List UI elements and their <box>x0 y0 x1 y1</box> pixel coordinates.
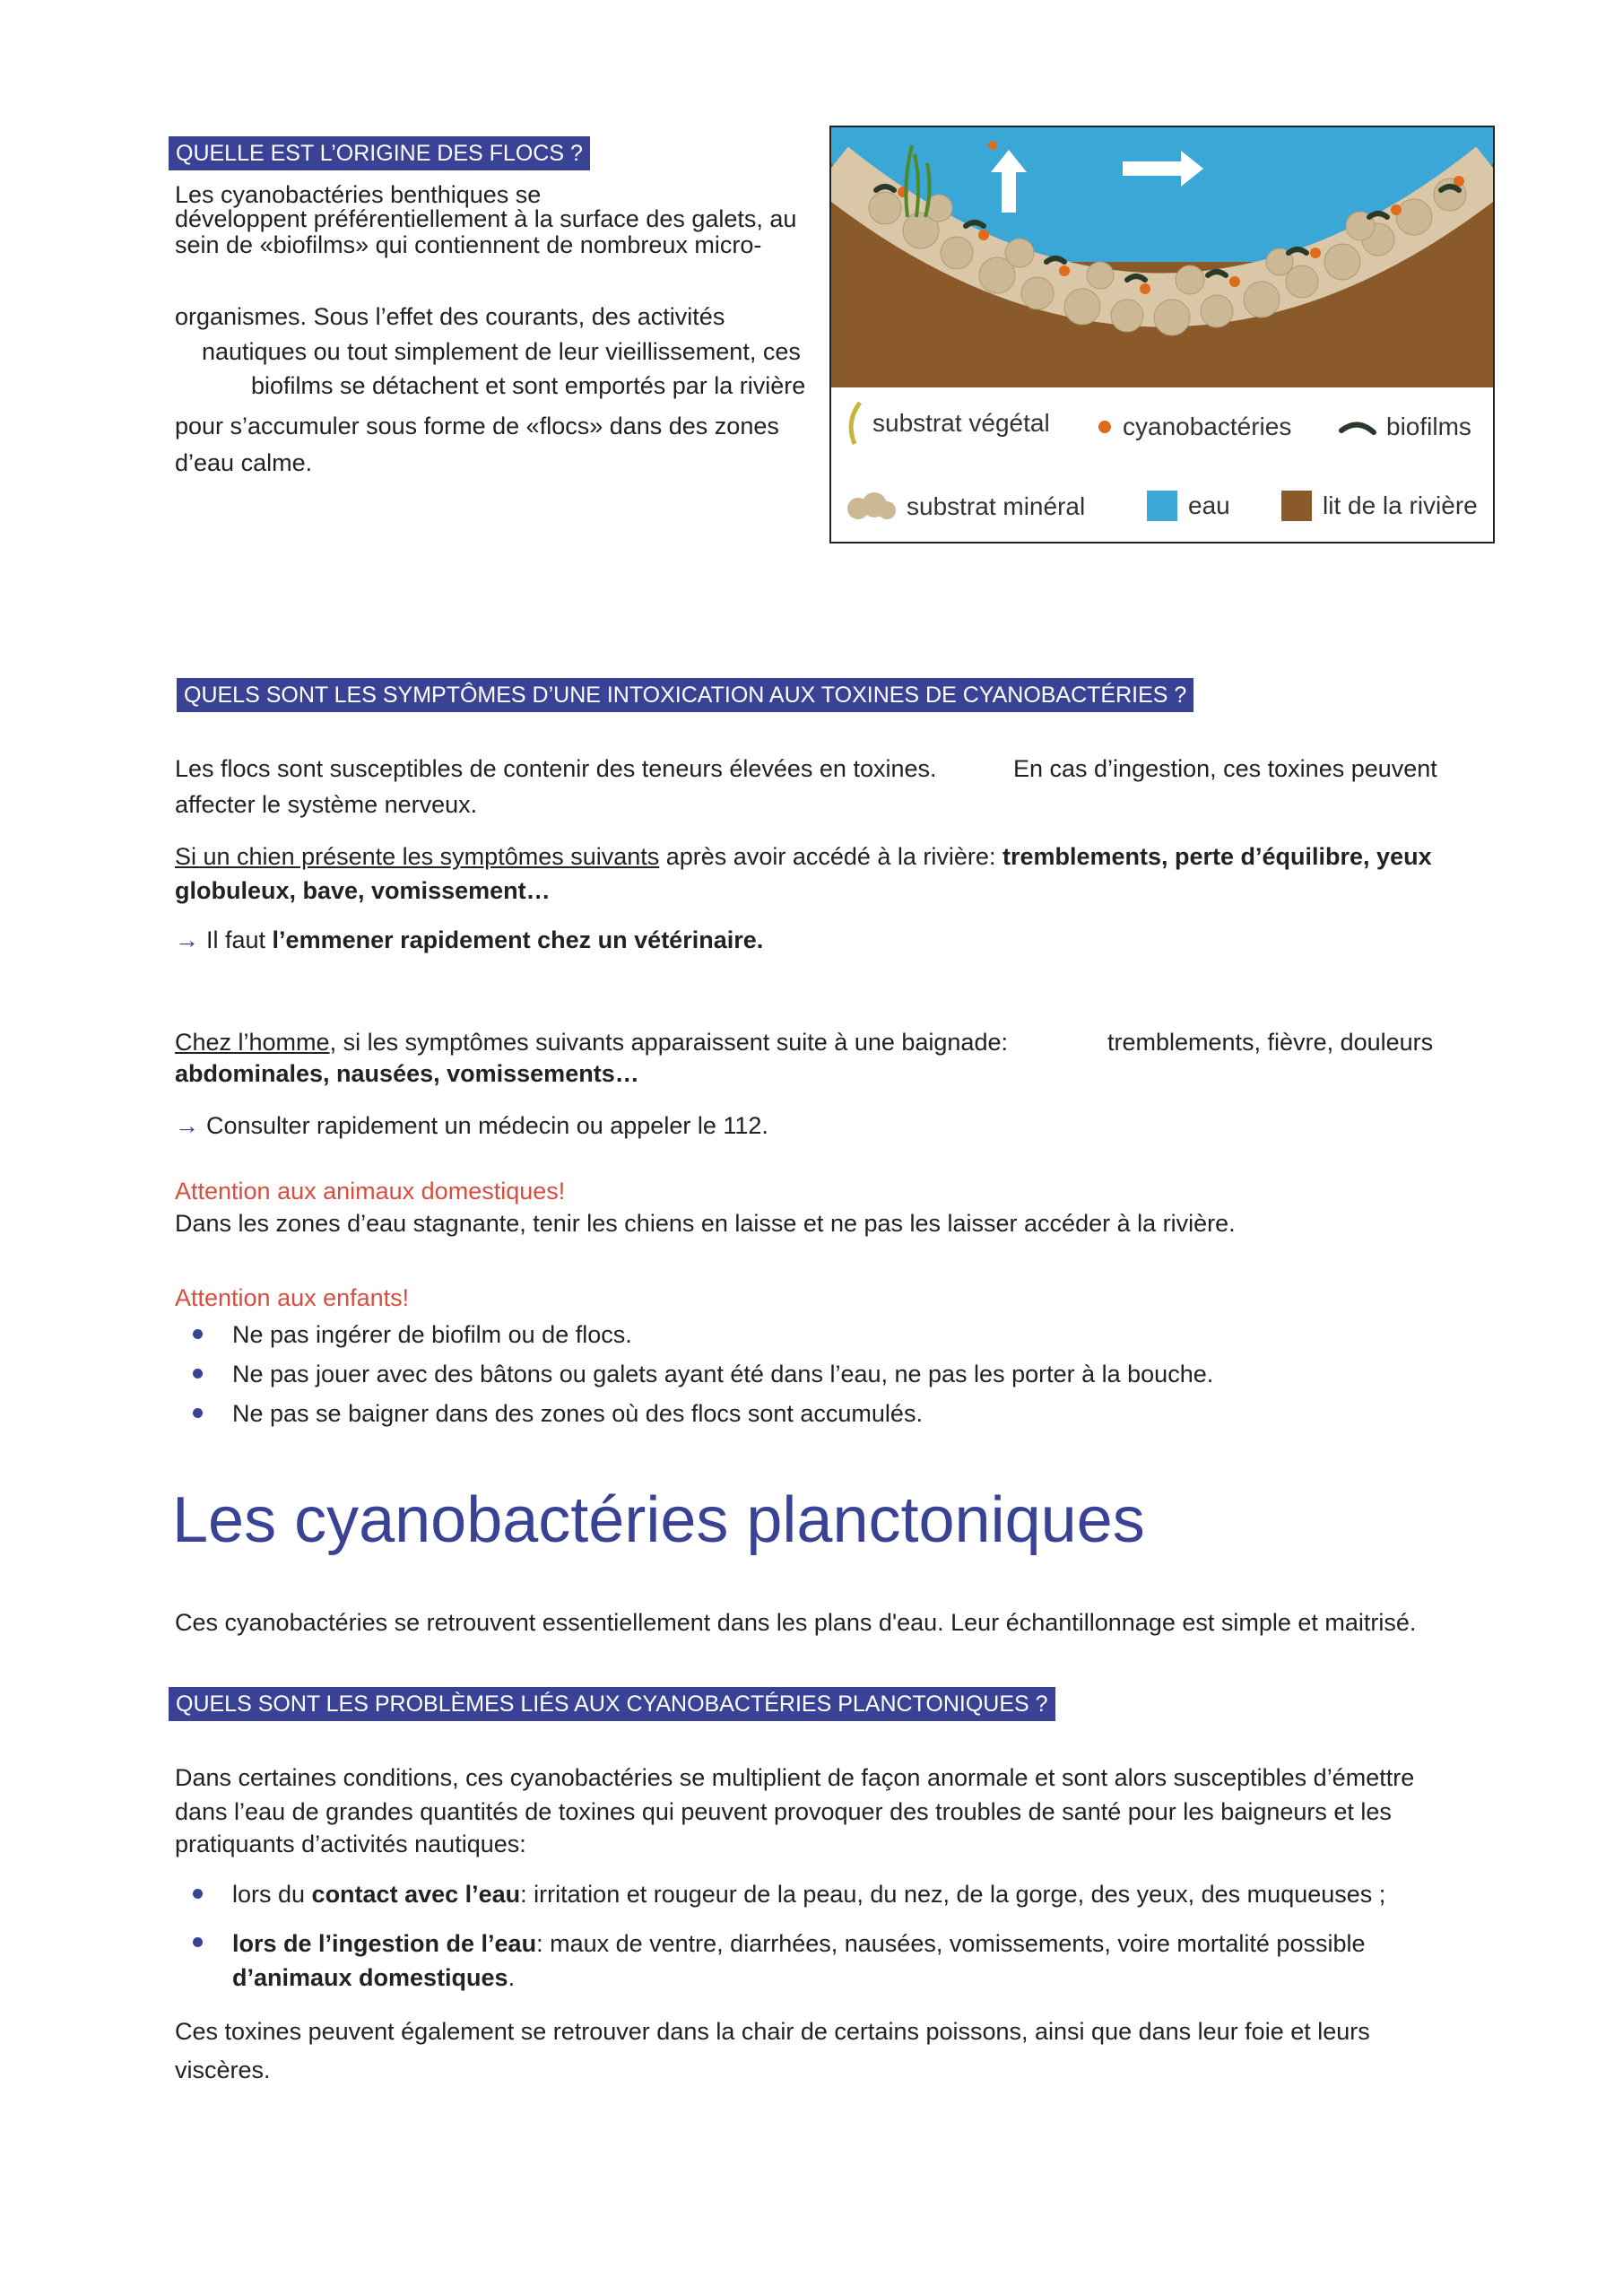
para-line: sein de «biofilms» qui contiennent de nombreux micro- <box>175 231 762 258</box>
legend-mineral: substrat minéral <box>844 489 1085 525</box>
human-symptoms-b: abdominales, nausées, vomissements… <box>175 1060 639 1087</box>
human-action: → Consulter rapidement un médecin ou appeler le 112. <box>175 1112 768 1139</box>
dog-symptoms-line <box>175 839 1502 874</box>
section-heading-problemes: QUELS SONT LES PROBLÈMES LIÉS AUX CYANOBACTÉRIES PLANCTONIQUES ? <box>169 1687 1055 1721</box>
section-heading-symptomes: QUELS SONT LES SYMPTÔMES D’UNE INTOXICATION AUX TOXINES DE CYANOBACTÉRIES ? <box>177 678 1193 712</box>
intox-line-1b: En cas d’ingestion, ces toxines peuvent <box>1013 755 1437 782</box>
bullet-icon <box>193 1369 203 1378</box>
kids-warning-title: Attention aux enfants! <box>175 1284 410 1311</box>
riverbed-swatch-icon <box>1280 489 1314 523</box>
fish-line: Ces toxines peuvent également se retrouver dans la chair de certains poissons, ainsi que dans leur foie et leurs <box>175 2018 1370 2045</box>
legend-water: eau <box>1145 489 1230 523</box>
list-item: Ne pas jouer avec des bâtons ou galets ayant été dans l’eau, ne pas les porter à la bouche. <box>175 1354 1213 1394</box>
legend-bed: lit de la rivière <box>1280 489 1478 523</box>
problems-line: Dans certaines conditions, ces cyanobactéries se multiplient de façon anormale et sont alors susceptibles d’émettre <box>175 1764 1415 1791</box>
dog-symptoms-cont: globuleux, bave, vomissement… <box>175 877 551 904</box>
bullet-icon <box>193 1329 203 1339</box>
human-symptoms-a: tremblements, fièvre, douleurs <box>1107 1029 1434 1056</box>
legend-plant: substrat végétal <box>844 401 1050 446</box>
para-line: d’eau calme. <box>175 449 313 476</box>
intox-line-1a: Les flocs sont susceptibles de contenir des teneurs élevées en toxines. <box>175 755 937 782</box>
list-item: Ne pas se baigner dans des zones où des flocs sont accumulés. <box>175 1394 1213 1433</box>
dog-action <box>175 922 763 958</box>
problems-line: pratiquants d’activités nautiques: <box>175 1831 526 1857</box>
list-item: Ne pas ingérer de biofilm ou de flocs. <box>175 1315 1213 1354</box>
para-line: biofilms se détachent et sont emportés par la rivière <box>251 372 806 399</box>
arrow-right-icon: → <box>175 1112 199 1139</box>
pets-warning-text: Dans les zones d’eau stagnante, tenir les chiens en laisse et ne pas les laisser accéder à la rivière. <box>175 1210 1236 1237</box>
problems-line: dans l’eau de grandes quantités de toxines qui peuvent provoquer des troubles de santé pour les baigneurs et les <box>175 1798 1392 1825</box>
dog-action-bold: l’emmener rapidement chez un vétérinaire. <box>272 926 764 953</box>
problems-list <box>175 1874 1502 1995</box>
planctoniques-intro: Ces cyanobactéries se retrouvent essentiellement dans les plans d'eau. Leur échantillonnage est simple et maitrisé. <box>175 1609 1417 1636</box>
bullet-icon <box>193 1889 203 1899</box>
pets-warning-title: Attention aux animaux domestiques! <box>175 1178 566 1205</box>
bullet-icon <box>193 1408 203 1418</box>
page-title-planctoniques: Les cyanobactéries planctoniques <box>172 1484 1145 1556</box>
dog-action-plain: Il faut <box>206 926 273 953</box>
kids-warning-list <box>175 1315 1213 1433</box>
para-line: pour s’accumuler sous forme de «flocs» dans des zones <box>175 413 779 439</box>
dog-context: après avoir accédé à la rivière: <box>659 843 1002 870</box>
human-condition: Chez l’homme <box>175 1029 330 1056</box>
water-swatch-icon <box>1145 489 1179 523</box>
arrow-right-icon: → <box>175 926 199 953</box>
list-item: lors de l’ingestion de l’eau: maux de ventre, diarrhées, nausées, vomissements, voire mortalité possible d’animaux domestiques. <box>175 1923 1502 1995</box>
intox-line-1c: affecter le système nerveux. <box>175 791 478 818</box>
river-illustration <box>831 127 1493 387</box>
para-line: Les cyanobactéries benthiques se <box>175 181 542 208</box>
para-line: développent préférentiellement à la surface des galets, au <box>175 205 797 232</box>
para-line: organismes. Sous l’effet des courants, des activités <box>175 303 725 330</box>
cyanobacteria-icon <box>1096 418 1114 436</box>
section-heading-origine: QUELLE EST L’ORIGINE DES FLOCS ? <box>169 136 590 170</box>
biofilm-icon <box>1338 418 1377 436</box>
bullet-icon <box>193 1937 203 1947</box>
legend-cyano: cyanobactéries <box>1096 413 1291 441</box>
pebble-icon <box>844 489 898 525</box>
fish-line: viscères. <box>175 2057 271 2083</box>
para-line: nautiques ou tout simplement de leur vieillissement, ces <box>202 338 801 365</box>
plant-icon <box>844 401 864 446</box>
dog-symptoms: tremblements, perte d’équilibre, yeux <box>1002 843 1432 870</box>
river-biofilm-figure <box>829 126 1495 544</box>
list-item: lors du contact avec l’eau: irritation et rougeur de la peau, du nez, de la gorge, des yeux, des muqueuses ; <box>175 1874 1502 1914</box>
legend-biofilm: biofilms <box>1338 413 1471 441</box>
dog-condition: Si un chien présente les symptômes suivants <box>175 843 660 870</box>
human-context: , si les symptômes suivants apparaissent suite à une baignade: <box>329 1029 1008 1056</box>
